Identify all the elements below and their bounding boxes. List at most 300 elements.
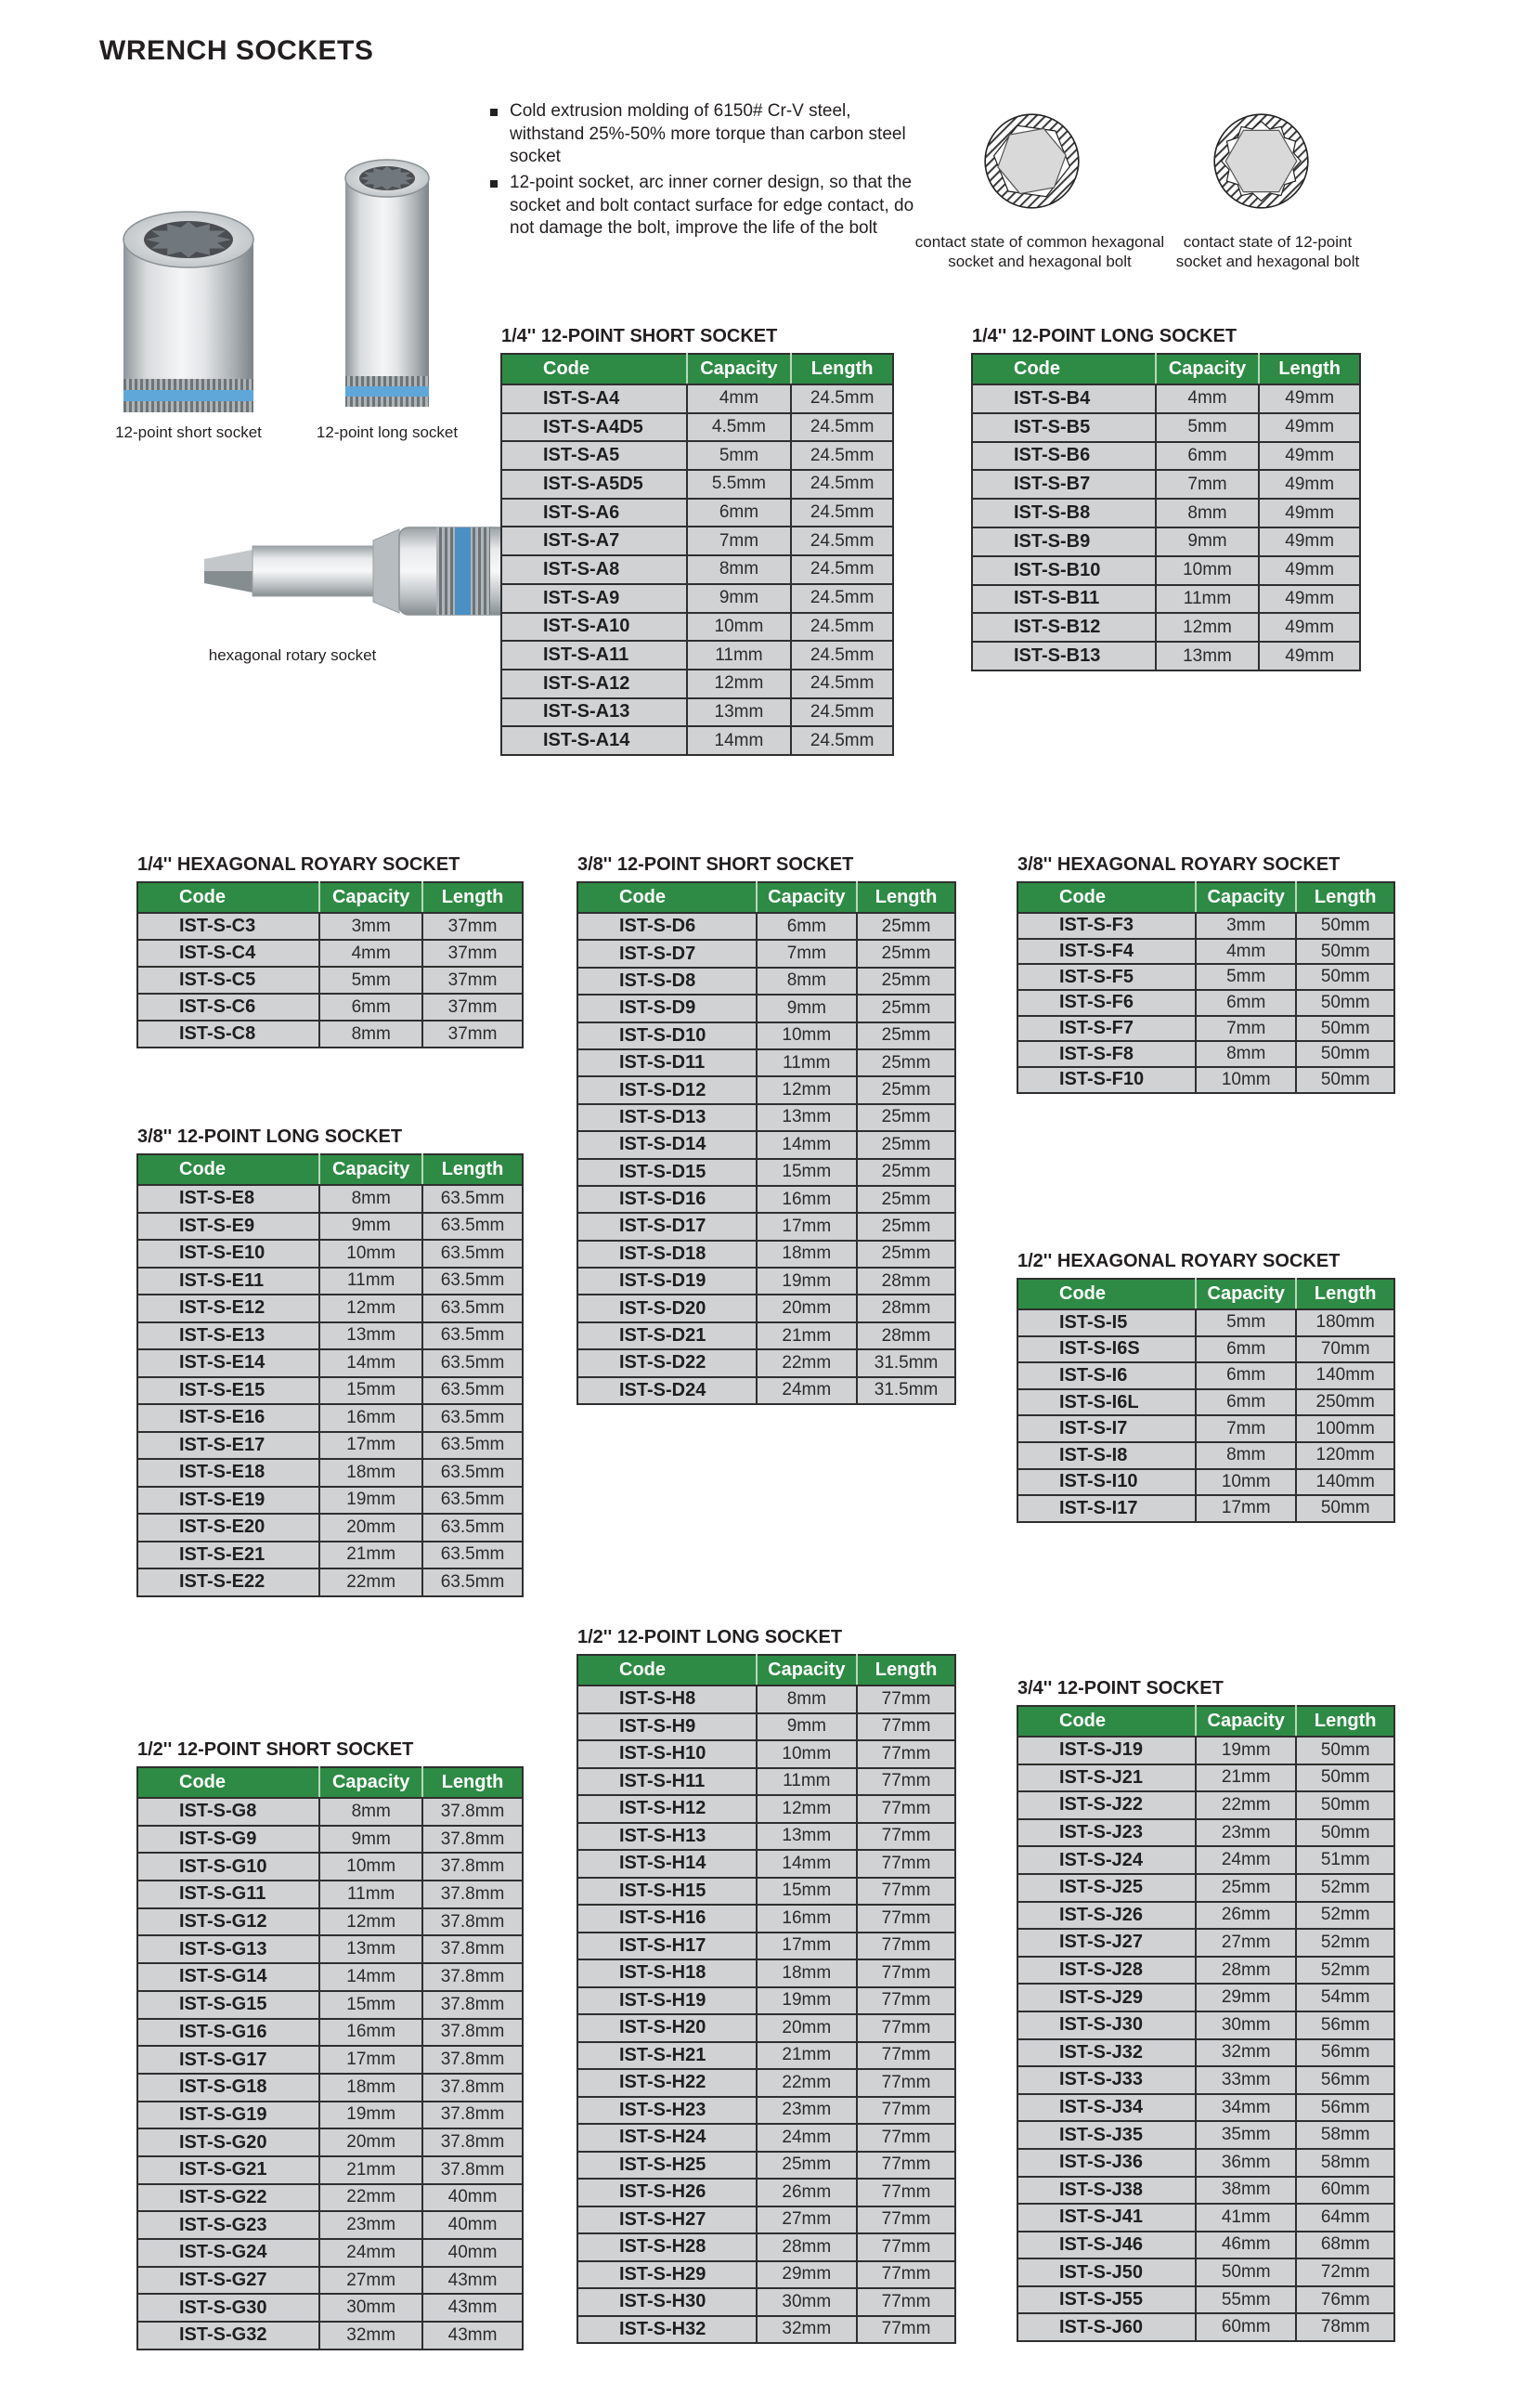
code-cell: IST-S-D8 [577,968,757,995]
length-cell: 56mm [1296,2094,1394,2122]
capacity-cell: 46mm [1196,2232,1296,2259]
table-row [972,556,1360,585]
code-cell: IST-S-F5 [1017,964,1196,990]
header-row [577,1655,955,1686]
table-row [137,2267,523,2295]
column-header: Length [1296,882,1394,913]
code-cell: IST-S-E22 [137,1568,319,1596]
length-cell: 70mm [1296,1336,1394,1363]
column-header: Length [1296,1279,1394,1309]
capacity-cell: 15mm [319,1991,422,2019]
length-cell: 24.5mm [791,613,893,642]
code-cell: IST-S-B7 [972,470,1156,499]
capacity-cell: 30mm [319,2294,422,2322]
code-cell: IST-S-D9 [577,995,757,1022]
table-row [1017,2011,1394,2039]
table-row [1017,2204,1394,2232]
table-row [577,2097,955,2125]
table-row [137,2184,523,2212]
code-cell: IST-S-D7 [577,940,757,967]
length-cell: 37.8mm [422,2102,523,2129]
capacity-cell: 21mm [757,2042,858,2070]
table-row [501,413,893,442]
code-cell: IST-S-F3 [1017,913,1196,939]
table-row [972,585,1360,614]
column-header: Length [857,1655,955,1686]
capacity-cell: 27mm [1196,1929,1296,1957]
table-row [1017,1874,1394,1902]
code-cell: IST-S-G13 [137,1935,319,1963]
length-cell: 49mm [1259,527,1360,556]
capacity-cell: 17mm [319,2046,422,2074]
hex-contact-diagram [965,94,1099,228]
length-cell: 37mm [422,913,523,940]
code-cell: IST-S-H21 [577,2042,757,2070]
table-row [1017,1336,1394,1363]
length-cell: 43mm [422,2294,523,2322]
code-cell: IST-S-J46 [1017,2232,1196,2259]
length-cell: 25mm [857,1186,955,1213]
table-row [577,2233,955,2261]
code-cell: IST-S-H19 [577,1987,757,2015]
header-row [577,882,955,913]
table-section-half-rotary [1017,1251,1395,1523]
length-cell: 60mm [1296,2177,1394,2205]
table-row [972,527,1360,556]
table-row [577,2179,955,2206]
table-row [972,613,1360,642]
length-cell: 77mm [857,1878,955,1906]
code-cell: IST-S-E18 [137,1459,319,1487]
length-cell: 37mm [422,1021,523,1048]
length-cell: 77mm [857,1850,955,1878]
length-cell: 63.5mm [422,1295,523,1322]
length-cell: 37.8mm [422,2019,523,2047]
column-header: Capacity [687,354,792,384]
table-title: 1/4'' 12-POINT LONG SOCKET [972,326,1237,346]
capacity-cell: 8mm [1156,499,1260,527]
table-row [1017,2286,1394,2314]
capacity-cell: 15mm [757,1878,858,1906]
table-row [137,1185,523,1213]
length-cell: 50mm [1296,1495,1394,1522]
length-cell: 78mm [1296,2313,1394,2341]
table-row [577,1322,955,1349]
capacity-cell: 19mm [319,2102,422,2129]
column-header: Code [1017,1279,1196,1309]
capacity-cell: 11mm [687,641,792,670]
column-header: Capacity [757,882,858,913]
code-cell: IST-S-H24 [577,2124,757,2152]
code-cell: IST-S-D15 [577,1159,757,1186]
table-row [137,2128,523,2156]
capacity-cell: 5mm [319,967,422,994]
code-cell: IST-S-A6 [501,499,687,527]
capacity-cell: 3mm [319,913,422,940]
length-cell: 180mm [1296,1309,1394,1336]
spec-table-threequarter [1017,1705,1395,2342]
table-row [577,2014,955,2042]
bullet-item: Cold extrusion molding of 6150# Cr-V steel, withstand 25%-50% more torque than carbon steel socket [487,100,916,169]
code-cell: IST-S-J22 [1017,1791,1196,1819]
column-header: Length [422,1767,523,1798]
socket-photo-long [336,149,438,413]
capacity-cell: 13mm [757,1104,858,1131]
code-cell: IST-S-C6 [137,994,319,1021]
code-cell: IST-S-A11 [501,641,687,670]
table-row [137,1487,523,1515]
length-cell: 63.5mm [422,1514,523,1542]
code-cell: IST-S-H28 [577,2233,757,2261]
capacity-cell: 33mm [1196,2066,1296,2094]
capacity-cell: 18mm [319,1459,422,1487]
column-header: Length [1259,354,1360,384]
length-cell: 25mm [857,1076,955,1103]
capacity-cell: 7mm [687,527,792,555]
table-row [501,613,893,642]
table-row [577,1933,955,1960]
length-cell: 77mm [857,1795,955,1823]
header-row [972,354,1360,384]
capacity-cell: 6mm [1196,990,1296,1016]
table-row [1017,2177,1394,2205]
code-cell: IST-S-E13 [137,1322,319,1350]
table-title: 3/8'' 12-POINT LONG SOCKET [137,1126,403,1147]
table-row [1017,1495,1394,1522]
capacity-cell: 14mm [757,1850,858,1878]
table-section-threequarter [1017,1678,1395,2342]
code-cell: IST-S-J25 [1017,1874,1196,1902]
length-cell: 37mm [422,967,523,994]
length-cell: 77mm [857,1905,955,1933]
capacity-cell: 11mm [319,1268,422,1295]
length-cell: 25mm [857,1049,955,1076]
code-cell: IST-S-J21 [1017,1764,1196,1792]
capacity-cell: 24mm [1196,1846,1296,1874]
code-cell: IST-S-D20 [577,1295,757,1321]
table-row [1017,1362,1394,1389]
code-cell: IST-S-A14 [501,726,687,755]
code-cell: IST-S-I10 [1017,1469,1196,1496]
length-cell: 63.5mm [422,1322,523,1350]
capacity-cell: 8mm [319,1185,422,1213]
table-row [577,940,955,967]
table-row [1017,1791,1394,1819]
table-row [1017,1929,1394,1957]
code-cell: IST-S-A4D5 [501,413,687,442]
code-cell: IST-S-D14 [577,1131,757,1158]
column-header: Code [501,354,687,384]
capacity-cell: 12mm [1156,613,1260,642]
table-row [577,995,955,1022]
capacity-cell: 24mm [757,2124,858,2152]
code-cell: IST-S-H15 [577,1878,757,1906]
table-row [137,2239,523,2267]
table-row [1017,1041,1394,1067]
length-cell: 100mm [1296,1415,1394,1442]
table-title: 1/2'' 12-POINT SHORT SOCKET [137,1739,414,1760]
length-cell: 50mm [1296,1737,1394,1764]
table-row [1017,1737,1394,1764]
code-cell: IST-S-E10 [137,1240,319,1268]
capacity-cell: 9mm [319,1826,422,1854]
caption-long-socket: 12-point long socket [316,423,459,441]
length-cell: 50mm [1296,939,1394,965]
code-cell: IST-S-I8 [1017,1442,1196,1469]
length-cell: 37.8mm [422,1853,523,1881]
table-row [137,2211,523,2239]
length-cell: 50mm [1296,1819,1394,1847]
length-cell: 77mm [857,2233,955,2261]
table-row [1017,1764,1394,1792]
length-cell: 77mm [857,2069,955,2097]
capacity-cell: 6mm [319,994,422,1021]
table-row [1017,2258,1394,2286]
table-row [137,1963,523,1991]
table-row [137,1295,523,1322]
length-cell: 63.5mm [422,1185,523,1213]
capacity-cell: 18mm [757,1959,858,1987]
code-cell: IST-S-C8 [137,1021,319,1048]
capacity-cell: 15mm [757,1159,858,1186]
capacity-cell: 28mm [1196,1957,1296,1985]
code-cell: IST-S-J34 [1017,2094,1196,2122]
table-row [501,384,893,413]
capacity-cell: 7mm [757,940,858,967]
spec-table-quarter-short [500,353,894,756]
table-row [1017,1415,1394,1442]
code-cell: IST-S-F7 [1017,1016,1196,1042]
capacity-cell: 9mm [687,584,792,613]
capacity-cell: 32mm [1196,2039,1296,2067]
capacity-cell: 27mm [757,2206,858,2234]
length-cell: 49mm [1259,642,1360,670]
table-row [137,1432,523,1460]
code-cell: IST-S-H10 [577,1740,757,1768]
length-cell: 50mm [1296,913,1394,939]
spec-table-half-rotary [1017,1278,1395,1523]
code-cell: IST-S-A5 [501,441,687,470]
table-row [577,1686,955,1713]
code-cell: IST-S-F6 [1017,990,1196,1016]
code-cell: IST-S-H30 [577,2288,757,2316]
capacity-cell: 26mm [1196,1902,1296,1930]
code-cell: IST-S-E11 [137,1268,319,1295]
column-header: Code [137,1767,319,1798]
table-row [577,1022,955,1049]
table-row [137,1568,523,1596]
code-cell: IST-S-D13 [577,1104,757,1131]
table-title: 3/8'' HEXAGONAL ROYARY SOCKET [1017,854,1341,875]
capacity-cell: 8mm [319,1798,422,1826]
capacity-cell: 17mm [757,1213,858,1240]
code-cell: IST-S-B5 [972,413,1156,442]
capacity-cell: 20mm [757,1295,858,1321]
table-row [501,470,893,499]
table-row [577,2152,955,2180]
capacity-cell: 10mm [319,1240,422,1268]
table-row [1017,2066,1394,2094]
length-cell: 77mm [857,1823,955,1851]
code-cell: IST-S-I6 [1017,1362,1196,1389]
table-row [1017,2313,1394,2341]
table-title: 1/4'' 12-POINT SHORT SOCKET [501,326,778,346]
capacity-cell: 10mm [687,613,792,642]
capacity-cell: 28mm [757,2233,858,2261]
length-cell: 49mm [1259,585,1360,614]
code-cell: IST-S-D24 [577,1377,757,1404]
capacity-cell: 34mm [1196,2094,1296,2122]
capacity-cell: 23mm [757,2097,858,2125]
table-row [137,994,523,1021]
table-row [137,1213,523,1241]
code-cell: IST-S-J19 [1017,1737,1196,1764]
header-row [1017,1279,1394,1309]
capacity-cell: 8mm [757,968,858,995]
table-row [137,1268,523,1295]
capacity-cell: 14mm [757,1131,858,1158]
length-cell: 37.8mm [422,1935,523,1963]
table-row [137,2156,523,2184]
code-cell: IST-S-J29 [1017,1984,1196,2011]
length-cell: 24.5mm [791,413,893,442]
length-cell: 250mm [1296,1389,1394,1416]
table-row [577,1878,955,1906]
table-section-threeeighth-rotary [1017,854,1395,1094]
length-cell: 51mm [1296,1846,1394,1874]
table-row [577,2288,955,2316]
column-header: Length [422,1154,523,1185]
header-row [1017,882,1394,913]
capacity-cell: 9mm [1156,527,1260,556]
table-row [137,1881,523,1908]
capacity-cell: 22mm [319,2184,422,2212]
socket-photo-rotary [197,501,522,641]
header-row [137,882,523,913]
length-cell: 37.8mm [422,2128,523,2156]
code-cell: IST-S-B4 [972,384,1156,413]
table-row [137,940,523,967]
code-cell: IST-S-G23 [137,2211,319,2239]
capacity-cell: 11mm [757,1768,858,1796]
length-cell: 49mm [1259,413,1360,442]
code-cell: IST-S-G18 [137,2074,319,2102]
length-cell: 24.5mm [791,584,893,613]
code-cell: IST-S-C5 [137,967,319,994]
length-cell: 25mm [857,1022,955,1049]
length-cell: 63.5mm [422,1432,523,1460]
table-row [1017,1984,1394,2011]
table-row [972,442,1360,471]
capacity-cell: 8mm [1196,1041,1296,1067]
code-cell: IST-S-G16 [137,2019,319,2047]
length-cell: 77mm [857,1713,955,1741]
code-cell: IST-S-G17 [137,2046,319,2074]
table-row [1017,2149,1394,2177]
length-cell: 58mm [1296,2149,1394,2177]
length-cell: 50mm [1296,964,1394,990]
length-cell: 37.8mm [422,2156,523,2184]
table-row [501,698,893,727]
code-cell: IST-S-E15 [137,1377,319,1405]
capacity-cell: 22mm [757,2069,858,2097]
code-cell: IST-S-H23 [577,2097,757,2125]
length-cell: 120mm [1296,1442,1394,1469]
code-cell: IST-S-A12 [501,670,687,698]
capacity-cell: 9mm [319,1213,422,1241]
capacity-cell: 10mm [319,1853,422,1881]
code-cell: IST-S-J26 [1017,1902,1196,1930]
length-cell: 77mm [857,1740,955,1768]
table-row [577,2316,955,2344]
table-row [1017,1309,1394,1336]
capacity-cell: 4mm [687,384,792,413]
code-cell: IST-S-I5 [1017,1309,1196,1336]
table-row [137,2102,523,2129]
code-cell: IST-S-J36 [1017,2149,1196,2177]
table-row [1017,990,1394,1016]
code-cell: IST-S-E9 [137,1213,319,1241]
length-cell: 25mm [857,1241,955,1268]
capacity-cell: 29mm [757,2261,858,2289]
code-cell: IST-S-G27 [137,2267,319,2295]
length-cell: 50mm [1296,1041,1394,1067]
capacity-cell: 14mm [687,726,792,755]
length-cell: 37.8mm [422,1908,523,1936]
capacity-cell: 10mm [1156,556,1260,585]
capacity-cell: 19mm [1196,1737,1296,1764]
length-cell: 24.5mm [791,641,893,670]
code-cell: IST-S-G9 [137,1826,319,1854]
caption-short-socket: 12-point short socket [115,423,262,441]
capacity-cell: 25mm [757,2152,858,2180]
table-row [501,584,893,613]
code-cell: IST-S-J33 [1017,2066,1196,2094]
table-row [972,642,1360,670]
code-cell: IST-S-H13 [577,1823,757,1851]
table-row [137,2322,523,2349]
table-row [137,1908,523,1936]
length-cell: 63.5mm [422,1268,523,1295]
code-cell: IST-S-J32 [1017,2039,1196,2067]
length-cell: 43mm [422,2322,523,2349]
length-cell: 52mm [1296,1929,1394,1957]
length-cell: 25mm [857,968,955,995]
code-cell: IST-S-D18 [577,1241,757,1268]
code-cell: IST-S-B12 [972,613,1156,642]
capacity-cell: 7mm [1196,1016,1296,1042]
capacity-cell: 5mm [1196,964,1296,990]
code-cell: IST-S-H8 [577,1686,757,1713]
capacity-cell: 55mm [1196,2286,1296,2314]
capacity-cell: 13mm [319,1935,422,1963]
capacity-cell: 3mm [1196,913,1296,939]
capacity-cell: 6mm [757,913,858,940]
capacity-cell: 20mm [319,1514,422,1542]
length-cell: 25mm [857,1131,955,1158]
length-cell: 54mm [1296,1984,1394,2011]
table-row [577,1740,955,1768]
code-cell: IST-S-H25 [577,2152,757,2180]
spec-table-half-short [136,1766,524,2350]
length-cell: 31.5mm [857,1349,955,1376]
capacity-cell: 4mm [1196,939,1296,965]
table-section-quarter-short [500,326,894,756]
table-section-half-short [136,1739,524,2350]
capacity-cell: 10mm [1196,1067,1296,1093]
code-cell: IST-S-H16 [577,1905,757,1933]
table-row [1017,1902,1394,1930]
